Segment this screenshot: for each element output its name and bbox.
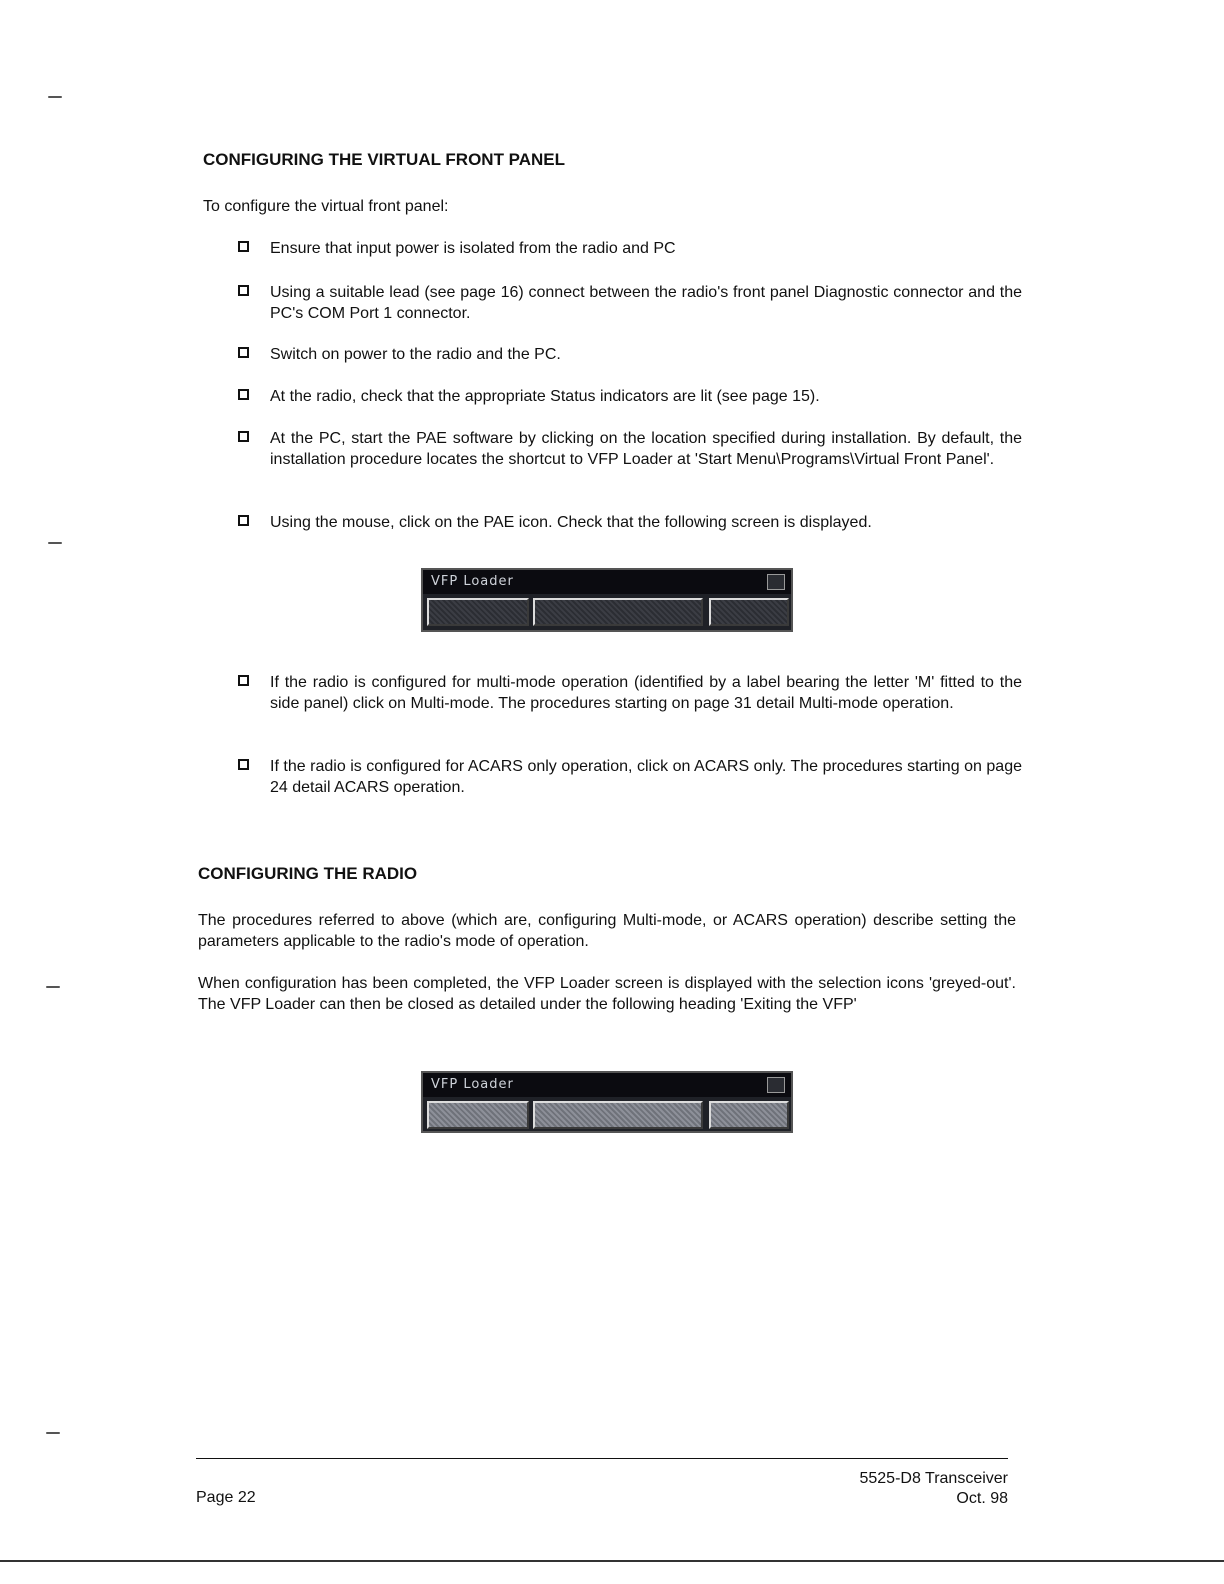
exit-button	[709, 598, 789, 626]
paragraph: When configuration has been completed, the VFP Loader screen is displayed with the selection icons 'greyed-out'. The VFP Loader can then be closed as detailed under the following heading 'Exiting the VFP'	[198, 975, 1016, 1013]
step-text: Using a suitable lead (see page 16) connect between the radio's front panel Diagnostic connector and the PC's COM Port 1 connector.	[270, 284, 1022, 322]
window-title: VFP Loader	[423, 570, 791, 594]
step-text: At the PC, start the PAE software by clicking on the location specified during installation. By default, the installation procedure locates the shortcut to VFP Loader at 'Start Menu\Programs\Virtual Front Panel'.	[270, 430, 1022, 468]
checkbox-bullet-icon	[238, 389, 249, 400]
vfp-loader-screenshot-greyed	[421, 1071, 793, 1133]
acars-only-button	[533, 598, 703, 626]
window-title: VFP Loader	[423, 1073, 791, 1097]
section-heading-configuring-radio: CONFIGURING THE RADIO	[198, 864, 418, 883]
checkbox-bullet-icon	[238, 675, 249, 686]
exit-button-greyed	[709, 1101, 789, 1129]
step-text: Switch on power to the radio and the PC.	[270, 346, 561, 363]
step-text: If the radio is configured for multi-mode operation (identified by a label bearing the letter 'M' fitted to the side panel) click on Multi-mode. The procedures starting on page 31 detail Multi-mode operation.	[270, 674, 1022, 712]
close-icon	[767, 1077, 785, 1093]
page-bottom-edge	[0, 1560, 1224, 1562]
product-name: 5525-D8 Transceiver	[859, 1470, 1008, 1487]
step-text: Ensure that input power is isolated from the radio and PC	[270, 240, 676, 257]
section-heading-virtual-front-panel: CONFIGURING THE VIRTUAL FRONT PANEL	[203, 150, 566, 169]
multi-mode-button-greyed	[427, 1101, 529, 1129]
acars-only-button-greyed	[533, 1101, 703, 1129]
step-text: If the radio is configured for ACARS only operation, click on ACARS only. The procedures starting on page 24 detail ACARS operation.	[270, 758, 1022, 796]
step-text: Using the mouse, click on the PAE icon. Check that the following screen is displayed.	[270, 514, 872, 531]
paragraph: The procedures referred to above (which are, configuring Multi-mode, or ACARS operation) describe setting the parameters applicable to the radio's mode of operation.	[198, 912, 1016, 950]
footer-divider	[196, 1458, 1008, 1459]
vfp-loader-screenshot-active	[421, 568, 793, 632]
checkbox-bullet-icon	[238, 347, 249, 358]
checkbox-bullet-icon	[238, 285, 249, 296]
multi-mode-button	[427, 598, 529, 626]
checkbox-bullet-icon	[238, 515, 249, 526]
intro-text: To configure the virtual front panel:	[203, 198, 449, 215]
checkbox-bullet-icon	[238, 431, 249, 442]
document-date: Oct. 98	[956, 1490, 1008, 1507]
close-icon	[767, 574, 785, 590]
checkbox-bullet-icon	[238, 759, 249, 770]
page-number: Page 22	[196, 1489, 256, 1506]
step-text: At the radio, check that the appropriate Status indicators are lit (see page 15).	[270, 388, 820, 405]
checkbox-bullet-icon	[238, 241, 249, 252]
